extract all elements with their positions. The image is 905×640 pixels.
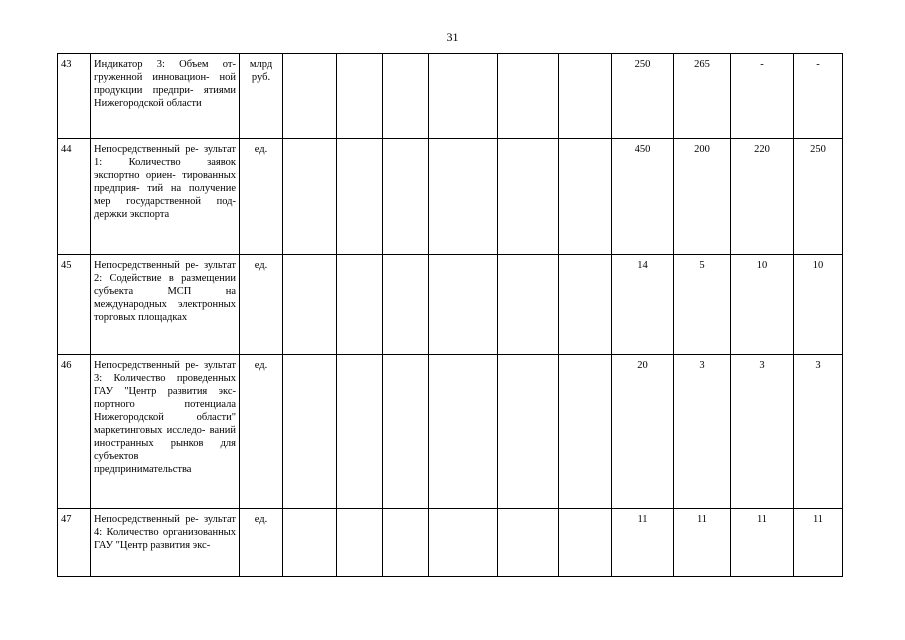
value-cell: - (731, 54, 794, 139)
empty-cell (498, 355, 559, 509)
table-row (58, 54, 843, 139)
unit-cell: млрд руб. (240, 54, 283, 139)
empty-cell (383, 355, 429, 509)
empty-cell (283, 255, 337, 355)
empty-cell (283, 139, 337, 255)
empty-cell (498, 139, 559, 255)
empty-cell (559, 139, 612, 255)
empty-cell (383, 255, 429, 355)
empty-cell (498, 255, 559, 355)
row-number: 45 (58, 255, 91, 355)
unit-cell: ед. (240, 509, 283, 577)
empty-cell (337, 139, 383, 255)
page-number: 31 (446, 30, 459, 44)
empty-cell (498, 509, 559, 577)
table-row (58, 509, 843, 577)
value-cell: - (794, 54, 843, 139)
empty-cell (429, 139, 498, 255)
value-cell: 10 (794, 255, 843, 355)
unit-cell: ед. (240, 255, 283, 355)
empty-cell (337, 355, 383, 509)
value-cell: 3 (674, 355, 731, 509)
empty-cell (337, 54, 383, 139)
indicator-name: Индикатор 3: Объем от- груженной инновацион- ной продукции предпри- ятиями Нижегородской области (91, 54, 240, 139)
empty-cell (559, 509, 612, 577)
row-number: 46 (58, 355, 91, 509)
unit-cell: ед. (240, 139, 283, 255)
empty-cell (559, 355, 612, 509)
value-cell: 11 (612, 509, 674, 577)
value-cell: 14 (612, 255, 674, 355)
value-cell: 250 (612, 54, 674, 139)
unit-cell: ед. (240, 355, 283, 509)
empty-cell (383, 139, 429, 255)
table-row (58, 355, 843, 509)
value-cell: 11 (731, 509, 794, 577)
table-row (58, 255, 843, 355)
value-cell: 3 (794, 355, 843, 509)
indicator-name: Непосредственный ре- зультат 2: Содействие в размещении субъекта МСП на международных электронных торговых площадках (91, 255, 240, 355)
value-cell: 450 (612, 139, 674, 255)
empty-cell (283, 509, 337, 577)
value-cell: 11 (794, 509, 843, 577)
empty-cell (383, 54, 429, 139)
empty-cell (383, 509, 429, 577)
row-number: 43 (58, 54, 91, 139)
value-cell: 20 (612, 355, 674, 509)
value-cell: 3 (731, 355, 794, 509)
value-cell: 220 (731, 139, 794, 255)
empty-cell (559, 255, 612, 355)
empty-cell (283, 54, 337, 139)
empty-cell (429, 355, 498, 509)
indicator-name: Непосредственный ре- зультат 1: Количество заявок экспортно ориен- тированных предприя- тий на получение мер государственной под- держки экспорта (91, 139, 240, 255)
value-cell: 200 (674, 139, 731, 255)
value-cell: 250 (794, 139, 843, 255)
empty-cell (429, 255, 498, 355)
empty-cell (429, 509, 498, 577)
empty-cell (337, 509, 383, 577)
empty-cell (429, 54, 498, 139)
row-number: 47 (58, 509, 91, 577)
value-cell: 5 (674, 255, 731, 355)
indicator-table (57, 53, 843, 577)
row-number: 44 (58, 139, 91, 255)
empty-cell (337, 255, 383, 355)
empty-cell (559, 54, 612, 139)
indicator-name: Непосредственный ре- зультат 4: Количество организованных ГАУ "Центр развития экс- (91, 509, 240, 577)
value-cell: 11 (674, 509, 731, 577)
indicator-name: Непосредственный ре- зультат 3: Количество проведенных ГАУ "Центр развития экс- портного потенциала Нижегородской области" маркетинговых исследо- ваний иностранных рынков для субъектов предпринимательства (91, 355, 240, 509)
empty-cell (283, 355, 337, 509)
value-cell: 265 (674, 54, 731, 139)
table-row (58, 139, 843, 255)
empty-cell (498, 54, 559, 139)
value-cell: 10 (731, 255, 794, 355)
